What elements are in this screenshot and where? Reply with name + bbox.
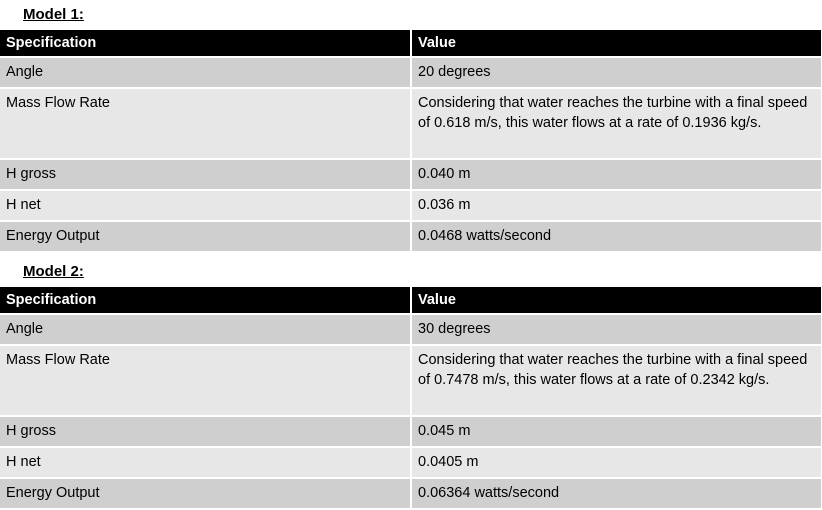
table-header-row [0,30,822,57]
spec-cell: Mass Flow Rate [0,345,411,416]
table-row [0,159,822,190]
spec-cell: H net [0,190,411,221]
table-row [0,314,822,345]
column-header-value: Value [411,30,822,57]
value-cell: Considering that water reaches the turbine with a final speed of 0.7478 m/s, this water flows at a rate of 0.2342 kg/s. [411,345,822,416]
spec-cell: Angle [0,57,411,88]
table-row [0,190,822,221]
model-1-section [0,0,822,253]
column-header-specification: Specification [0,30,411,57]
table-row [0,478,822,509]
spec-cell: Energy Output [0,478,411,509]
table-row [0,221,822,252]
value-cell: 0.036 m [411,190,822,221]
table-row [0,447,822,478]
model-2-section [0,253,822,510]
spec-cell: H gross [0,416,411,447]
value-cell: 0.040 m [411,159,822,190]
table-row [0,416,822,447]
table-row [0,345,822,416]
spec-cell: H net [0,447,411,478]
model-2-title: Model 2: [23,263,84,280]
model-2-table [0,287,822,510]
spec-cell: Mass Flow Rate [0,88,411,159]
value-cell: 0.0468 watts/second [411,221,822,252]
value-cell: 0.0405 m [411,447,822,478]
model-1-title: Model 1: [23,6,84,23]
value-cell: 0.045 m [411,416,822,447]
column-header-specification: Specification [0,287,411,314]
value-cell: Considering that water reaches the turbine with a final speed of 0.618 m/s, this water flows at a rate of 0.1936 kg/s. [411,88,822,159]
column-header-value: Value [411,287,822,314]
model-1-table [0,30,822,253]
table-row [0,57,822,88]
spec-cell: H gross [0,159,411,190]
value-cell: 0.06364 watts/second [411,478,822,509]
spec-cell: Angle [0,314,411,345]
table-row [0,88,822,159]
value-cell: 30 degrees [411,314,822,345]
value-cell: 20 degrees [411,57,822,88]
table-header-row [0,287,822,314]
spec-cell: Energy Output [0,221,411,252]
